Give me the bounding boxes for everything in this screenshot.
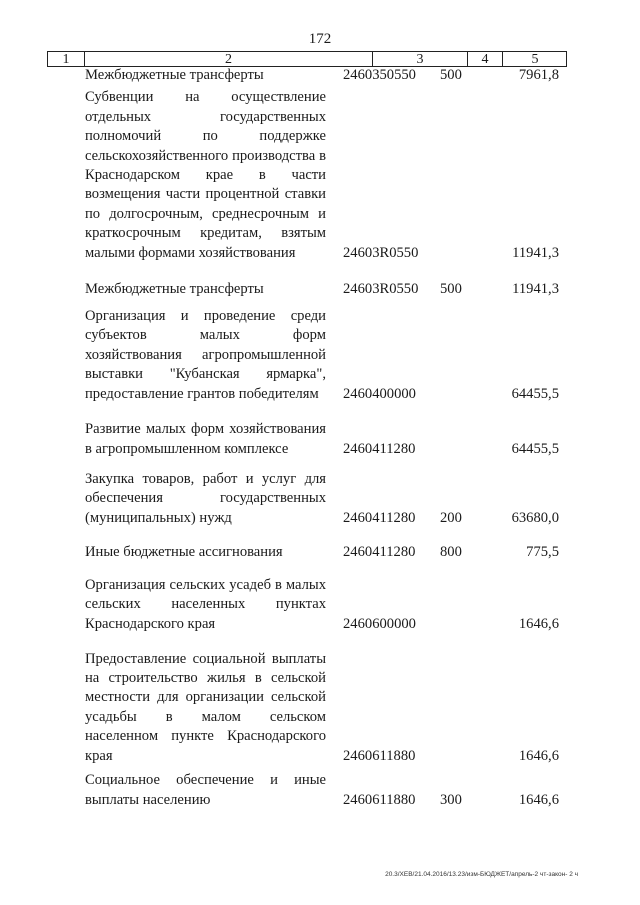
header-col-3: 3 (373, 52, 468, 66)
row-code: 24603R0550 (343, 280, 419, 297)
row-name: Межбюджетные трансферты (85, 280, 264, 297)
row-code: 24603R0550 (343, 244, 419, 261)
table-row (0, 470, 640, 528)
table-row (0, 542, 640, 562)
table-row (0, 89, 640, 263)
row-code: 2460400000 (343, 385, 416, 402)
row-kind: 800 (440, 543, 462, 560)
table-row (0, 649, 640, 766)
row-kind: 500 (440, 66, 462, 83)
row-name: Социальное обеспечение и иные выплаты населению (85, 772, 326, 808)
row-amount: 64455,5 (511, 440, 559, 457)
table-row (0, 578, 640, 634)
row-code: 2460611880 (343, 791, 416, 808)
row-amount: 1646,6 (518, 747, 559, 764)
row-amount: 7961,8 (518, 66, 559, 83)
row-code: 2460611880 (343, 747, 416, 764)
row-kind: 300 (440, 791, 462, 808)
row-name: Развитие малых форм хозяйствования в агропромышленном комплексе (85, 421, 326, 457)
page-number: 172 (308, 31, 332, 47)
row-amount: 63680,0 (511, 509, 559, 526)
table-row (0, 279, 640, 299)
row-name: Субвенции на осуществление отдельных государственных полномочий по поддержке сельскохозяйственного производства в Краснодарском крае в части возмещения части процентной ставки по долгосрочным, среднесрочным и краткосрочным кредитам, взятым малыми формами хозяйствования (85, 89, 326, 261)
row-amount: 1646,6 (518, 791, 559, 808)
row-kind: 500 (440, 280, 462, 297)
row-code: 2460600000 (343, 615, 416, 632)
row-amount: 775,5 (526, 543, 559, 560)
row-name: Предоставление социальной выплаты на строительство жилья в сельской местности для организации сельской усадьбы в малом сельском населенном пункте Краснодарского края (85, 650, 326, 764)
row-name: Организация и проведение среди субъектов малых форм хозяйствования агропромышленной выставки "Кубанская ярмарка", предоставление грантов победителям (85, 307, 326, 402)
header-col-5: 5 (531, 52, 539, 67)
row-name: Организация сельских усадеб в малых сельских населенных пунктах Краснодарского края (85, 576, 326, 632)
row-name: Закупка товаров, работ и услуг для обеспечения государственных (муниципальных) нужд (85, 470, 326, 526)
table-row (0, 420, 640, 459)
row-name: Межбюджетные трансферты (85, 66, 264, 83)
header-col-2: 2 (85, 52, 373, 66)
row-amount: 64455,5 (511, 385, 559, 402)
row-amount: 1646,6 (518, 615, 559, 632)
footer-file-path: 20.3/ХЕВ/21.04.2016/13.23/изм-БЮДЖЕТ/апрель-2 чт-закон- 2 ч (385, 871, 578, 878)
row-kind: 200 (440, 509, 462, 526)
row-code: 2460350550 (343, 66, 416, 83)
header-col-1: 1 (48, 52, 85, 66)
header-col-4: 4 (468, 52, 503, 66)
row-code: 2460411280 (343, 440, 416, 457)
row-code: 2460411280 (343, 543, 416, 560)
table-row (0, 307, 640, 404)
row-amount: 11941,3 (512, 280, 559, 297)
table-row (0, 772, 640, 810)
row-name: Иные бюджетные ассигнования (85, 543, 283, 560)
table-header-row (47, 51, 567, 67)
row-code: 2460411280 (343, 509, 416, 526)
row-amount: 11941,3 (512, 244, 559, 261)
table-row (0, 66, 640, 85)
